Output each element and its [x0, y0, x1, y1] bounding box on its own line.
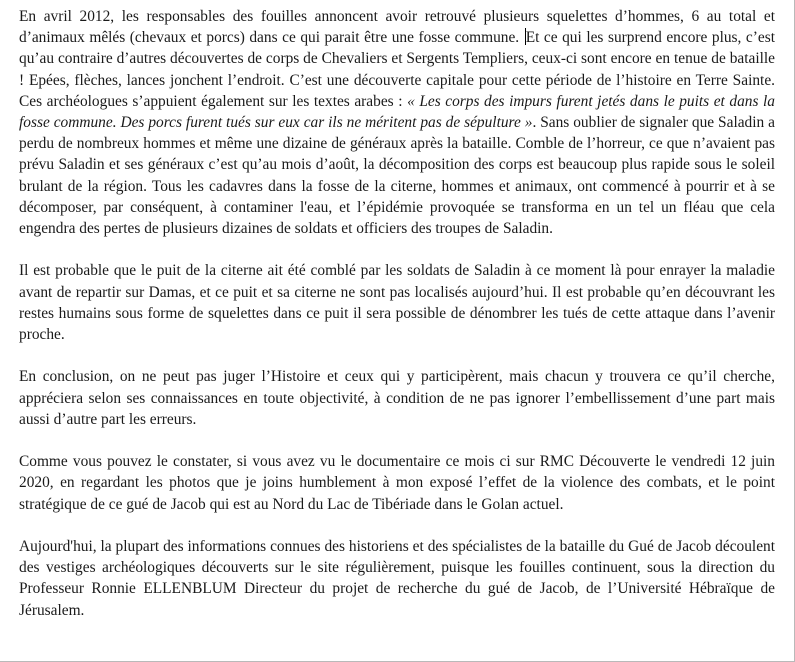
paragraph-1-start: En avril 2012, les responsables des fouilles annoncent avoir retrouvé plusieurs squelettes d’hommes, 6 au total et d’animaux mêlés (chevaux et porcs) dans ce qui parait être une fosse commune. [19, 8, 775, 47]
paragraph-4[interactable]: Comme vous pouvez le constater, si vous avez vu le documentaire ce mois ci sur RMC Découverte le vendredi 12 juin 2020, en regardant les photos que je joins humblement à mon exposé l’effet de la violence des combats, et le point stratégique de ce gué de Jacob qui est au Nord du Lac de Tibériade dans le Golan actuel. [19, 453, 775, 513]
paragraph-1-end: . Sans oublier de signaler que Saladin a perdu de nombreux hommes et même une dizaine de généraux après la bataille. Comble de l’horreur, ce que n’avaient pas prévu Saladin et ses généraux c’est qu’au mois d’août, la décomposition des corps est beaucoup plus rapide sous le soleil brulant de la région. Tous les cadavres dans la fosse de la citerne, hommes et animaux, ont commencé à pourrir et à se décomposer, par conséquent, à contaminer l'eau, et l’épidémie provoquée se transforma en un tel un fléau que cela engendra des pertes de plusieurs dizaines de soldats et officiers des troupes de Saladin. [19, 114, 775, 238]
arabic-text-quote: « Les corps des impurs furent jetés dans le puits et dans la fosse commune. Des porcs furent tués sur eux car ils ne méritent pas de sépulture » [19, 92, 775, 132]
document-body[interactable] [19, 6, 775, 621]
paragraph-1-middle: Et ce qui les surprend encore plus, c’est qu’au contraire d’autres découvertes de corps de Chevaliers et Sergents Templiers, ceux-ci sont encore en tenue de bataille ! Epées, flèches, lances jonchent l’endroit. C’est une découverte capitale pour cette période de l’histoire en Terre Sainte. Ces archéologues s’appuient également sur les textes arabes : [19, 29, 775, 110]
paragraph-3[interactable]: En conclusion, on ne peut pas juger l’Histoire et ceux qui y participèrent, mais chacun y trouvera ce qu’il cherche, appréciera selon ses connaissances en toute objectivité, à condition de ne pas ignorer l’embellissement d’une part mais aussi d’autre part les erreurs. [19, 368, 775, 428]
paragraph-2[interactable]: Il est probable que le puit de la citerne ait été comblé par les soldats de Saladin à ce moment là pour enrayer la maladie avant de repartir sur Damas, et ce puit et sa citerne ne sont pas localisés aujourd’hui. Il est probable qu’en découvrant les restes humains sous forme de squelettes dans ce puit il sera possible de dénombrer les tués de cette attaque dans l’avenir proche. [19, 262, 775, 344]
paragraph-5[interactable]: Aujourd'hui, la plupart des informations connues des historiens et des spécialistes de la bataille du Gué de Jacob découlent des vestiges archéologiques découverts sur le site régulièrement, puisque les fouilles continuent, sous la direction du Professeur Ronnie ELLENBLUM Directeur du projet de recherche du gué de Jacob, de l’Université Hébraïque de Jérusalem. [19, 538, 775, 619]
paragraph-1[interactable] [19, 6, 775, 239]
